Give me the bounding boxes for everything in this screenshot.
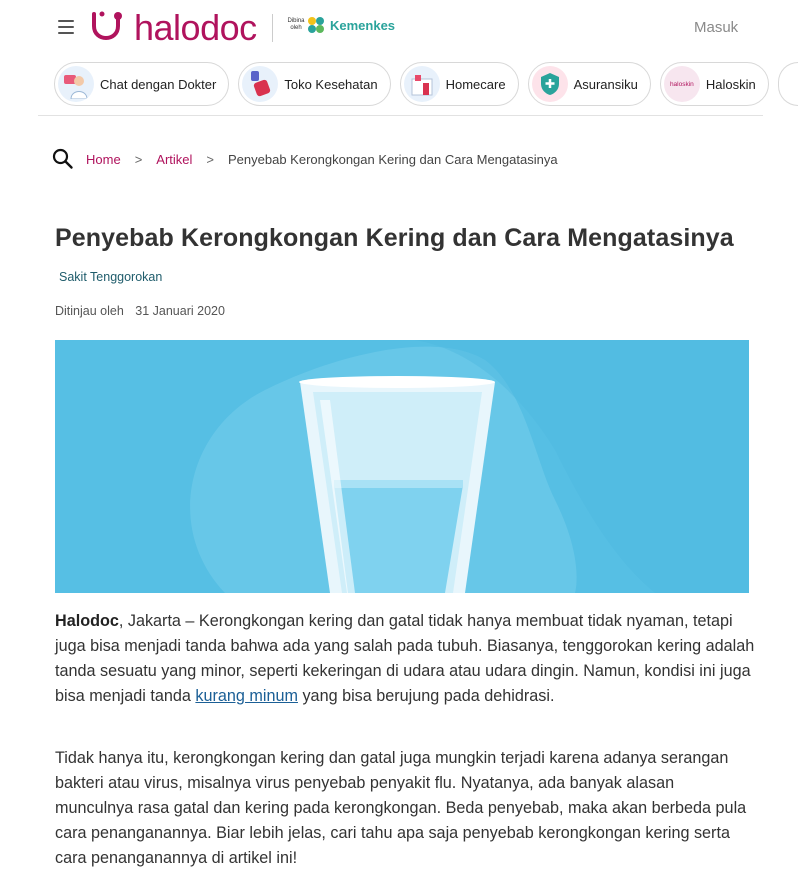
category-haloskin[interactable] [660,62,769,106]
login-button[interactable]: Masuk [694,19,739,36]
homecare-icon [404,66,440,102]
review-date: 31 Januari 2020 [135,304,225,318]
logo-divider [272,14,273,42]
chevron-right-icon: > [134,151,143,167]
article-title: Penyebab Kerongkongan Kering dan Cara Mengatasinya [55,224,734,252]
category-homecare[interactable] [400,62,519,106]
chevron-right-icon: > [206,151,214,167]
category-label: Chat dengan Dokter [100,76,217,92]
partner-caption: Dibina oleh [287,18,305,31]
search-icon[interactable] [52,148,74,170]
doctor-chat-icon [58,66,94,102]
article-paragraph-2: Tidak hanya itu, kerongkongan kering dan gatal juga mungkin terjadi karena adanya serangan bakteri atau virus, misalnya virus penyebab penyakit flu. Nyatanya, ada banyak alasan munculnya rasa gatal dan kering pada kerongkongan. Beda penyebab, maka akan berbeda pula cara penanganannya. Biar lebih jelas, cari tahu apa saja penyebab kerongkongan kering serta cara penanganannya di artikel ini! [55,749,747,867]
reviewed-label: Ditinjau oleh [55,304,124,318]
review-info [55,304,233,318]
category-health-store[interactable] [238,62,390,106]
category-label: Asuransiku [573,76,638,92]
kemenkes-badge [286,15,395,35]
site-header [0,0,800,56]
article-tag[interactable]: Sakit Tenggorokan [59,270,163,284]
category-chat-doctor[interactable] [54,62,229,106]
category-insurance[interactable] [528,62,651,106]
hero-image [55,340,749,593]
category-label: Haloskin [705,76,756,92]
glass-of-water-illustration [55,340,749,593]
insurance-shield-icon [532,66,568,102]
category-label: Homecare [445,76,506,92]
halodoc-logo[interactable] [88,8,257,48]
category-label: Toko Kesehatan [284,76,378,92]
medicine-store-icon [242,66,278,102]
category-nav [54,62,798,106]
breadcrumb [52,148,558,170]
paragraph-text: yang bisa berujung pada dehidrasi. [297,687,555,705]
inline-link-kurang-minum[interactable]: kurang minum [195,687,298,705]
breadcrumb-articles[interactable]: Artikel [156,151,193,167]
logo-wordmark: halodoc [134,7,257,48]
header-divider [38,115,763,116]
breadcrumb-home[interactable]: Home [86,151,121,167]
brand-name: Halodoc [55,612,119,630]
breadcrumb-current: Penyebab Kerongkongan Kering dan Cara Mengatasinya [228,151,558,167]
article-paragraph-1 [55,609,755,709]
haloskin-icon: haloskin [664,66,700,102]
category-more-partial[interactable] [778,62,798,106]
kemenkes-logo-icon [306,15,326,35]
paragraph-text: , Jakarta – Kerongkongan kering dan gatal tidak hanya membuat tidak nyaman, tetapi juga bisa menjadi tanda bahwa ada yang salah pada tubuh. Biasanya, tenggorokan kering adalah tanda sesuatu yang minor, seperti kekeringan di udara atau udara dingin. Namun, kondisi ini juga bisa menjadi tanda [55,612,755,705]
hamburger-menu-icon[interactable] [58,20,74,34]
stethoscope-logo-icon [88,8,128,48]
partner-name: Kemenkes [330,17,396,33]
